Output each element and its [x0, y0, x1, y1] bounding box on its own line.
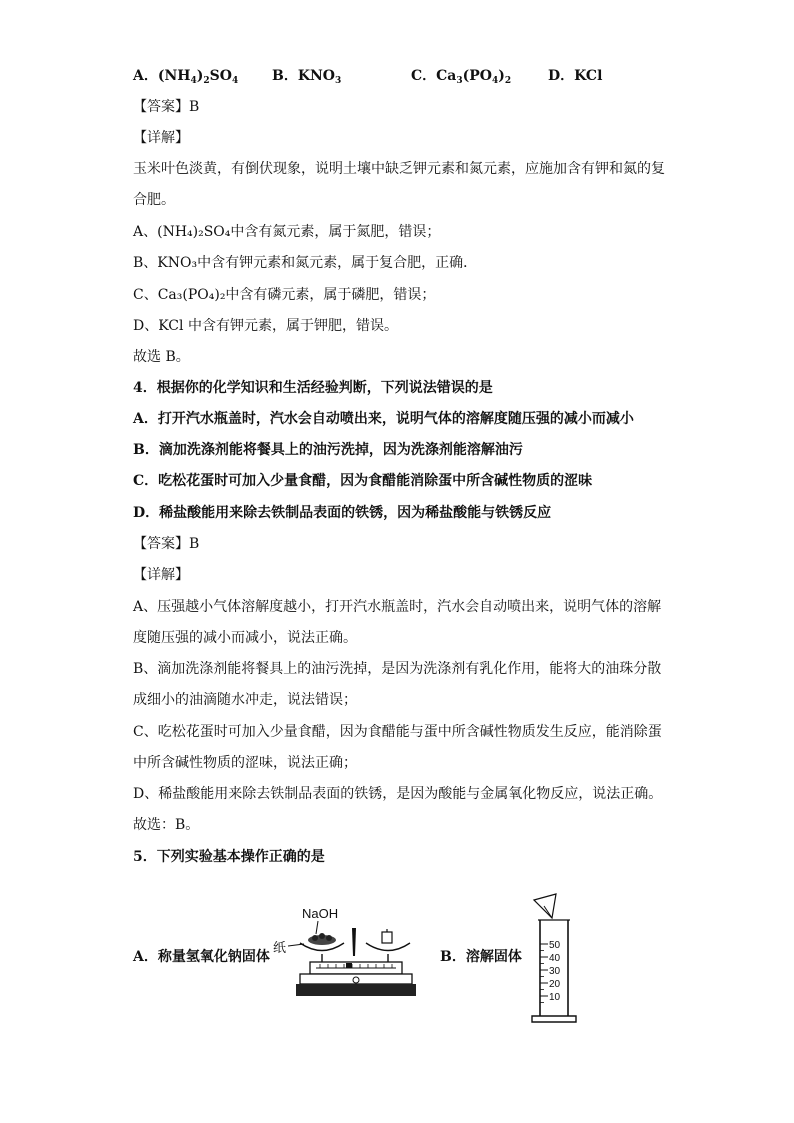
q3-detail-line: 玉米叶色淡黄，有倒伏现象，说明土壤中缺乏钾元素和氮元素，应施加含有钾和氮的复 [133, 161, 665, 177]
q4-option-d: D．稀盐酸能用来除去铁制品表面的铁锈，因为稀盐酸能与铁锈反应 [133, 505, 552, 521]
q5-option-a-label: A．称量氢氧化钠固体 [133, 949, 270, 965]
q4-detail-line: A、压强越小气体溶解度越小，打开汽水瓶盖时，汽水会自动喷出来，说明气体的溶解 [133, 599, 662, 615]
q4-option-b: B．滴加洗涤剂能将餐具上的油污洗掉，因为洗涤剂能溶解油污 [133, 442, 523, 458]
graduated-cylinder-figure [522, 892, 592, 1027]
q3-detail-line: 合肥。 [133, 192, 175, 208]
naoh-label: NaOH [302, 906, 339, 921]
q4-option-c: C．吃松花蛋时可加入少量食醋，因为食醋能消除蛋中所含碱性物质的涩味 [133, 473, 593, 489]
q3-detail-line: B、KNO₃中含有钾元素和氮元素，属于复合肥，正确． [133, 255, 478, 271]
balance-figure [270, 900, 430, 1000]
q4-detail-heading: 【详解】 [133, 567, 189, 583]
q3-option-c: C．$Ca_3(PO_4)_2$ [411, 68, 512, 86]
q3-detail-line: 故选 B。 [133, 349, 190, 365]
cylinder-tick-label: 20 [549, 979, 561, 990]
cylinder-tick-label: 40 [549, 953, 561, 964]
cylinder-tick-label: 10 [549, 992, 561, 1003]
q3-detail-line: A、(NH₄)₂SO₄中含有氮元素，属于氮肥，错误； [133, 224, 441, 240]
q3-detail-heading: 【详解】 [133, 130, 189, 146]
q4-detail-line: 度随压强的减小而减小，说法正确。 [133, 630, 357, 646]
q3-option-d: D．KCl [548, 68, 603, 84]
q4-detail-line: 中所含碱性物质的涩味，说法正确； [133, 755, 357, 771]
q5-option-b-label: B．溶解固体 [440, 949, 522, 965]
q4-detail-line: C、吃松花蛋时可加入少量食醋，因为食醋能与蛋中所含碱性物质发生反应，能消除蛋 [133, 724, 662, 740]
q4-detail-line: 成细小的油滴随水冲走，说法错误； [133, 692, 357, 708]
q4-detail-line: D、稀盐酸能用来除去铁制品表面的铁锈，是因为酸能与金属氧化物反应，说法正确。 [133, 786, 663, 802]
q3-detail-line: D、KCl 中含有钾元素，属于钾肥，错误。 [133, 318, 398, 334]
q4-stem: 4．根据你的化学知识和生活经验判断，下列说法错误的是 [133, 380, 493, 396]
q3-option-a: A．$(NH_4)_2SO_4$ [133, 68, 239, 86]
q4-detail-line: B、滴加洗涤剂能将餐具上的油污洗掉，是因为洗涤剂有乳化作用，能将大的油珠分散 [133, 661, 662, 677]
q3-option-b: B．$KNO_3$ [272, 68, 342, 86]
q4-detail-line: 故选：B。 [133, 817, 200, 833]
q5-stem: 5．下列实验基本操作正确的是 [133, 849, 325, 865]
q4-option-a: A．打开汽水瓶盖时，汽水会自动喷出来，说明气体的溶解度随压强的减小而减小 [133, 411, 634, 427]
q3-detail-line: C、Ca₃(PO₄)₂中含有磷元素，属于磷肥，错误； [133, 287, 436, 303]
paper-label: 纸 [273, 940, 287, 955]
cylinder-tick-label: 30 [549, 966, 561, 977]
cylinder-tick-label: 50 [549, 940, 561, 951]
q3-answer: 【答案】B [133, 99, 200, 115]
q4-answer: 【答案】B [133, 536, 200, 552]
